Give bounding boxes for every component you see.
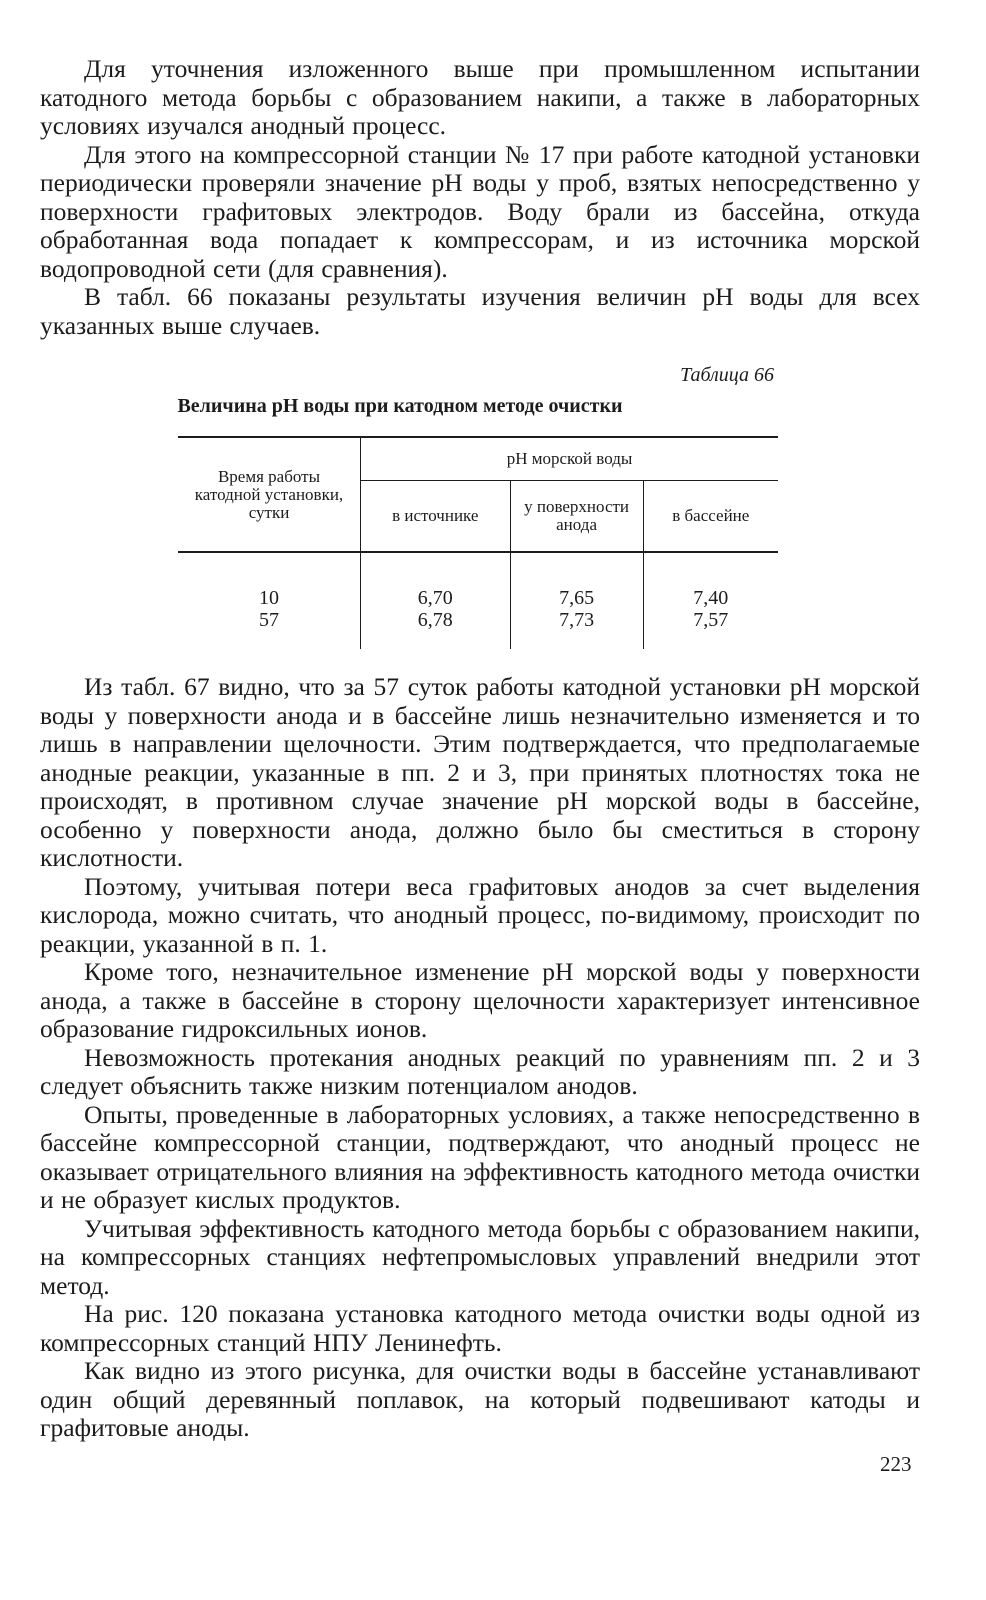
paragraph-intro: Для уточнения изложенного выше при промышленном испытании катодного метода борьбы с образованием накипи, а также в лабораторных условиях изучался анодный процесс. xyxy=(40,54,920,140)
header-ph-group: pH морской воды xyxy=(361,437,779,481)
table-number: Таблица 66 xyxy=(680,364,774,386)
table-title: Величина pH воды при катодном методе очистки xyxy=(177,395,623,417)
paragraph-experiments: Опыты, проведенные в лабораторных условиях, а также непосредственно в бассейне компрессорной станции, подтверждают, что анодный процесс не оказывает отрицательного влияния на эффективность катодного метода очистки и не образует кислых продуктов. xyxy=(40,1099,920,1214)
text-after-table xyxy=(40,673,920,1443)
header-source: в источнике xyxy=(361,481,511,553)
cell-time: 10 57 xyxy=(259,587,279,631)
paragraph-method: Для этого на компрессорной станции № 17 при работе катодной установки периодически проверяли значение pH воды у проб, взятых непосредственно у поверхности графитовых электродов. Воду брали из бассейна, откуда обработанная вода попадает к компрессорам, и из источника морской водопроводной сети (для сравнения). xyxy=(40,139,920,283)
cell-anode: 7,65 7,73 xyxy=(510,552,643,649)
header-anode: у поверхности анода xyxy=(510,481,643,553)
ph-data-table xyxy=(178,436,778,649)
paragraph-conclusion: Поэтому, учитывая потери веса графитовых анодов за счет выделения кислорода, можно считать, что анодный процесс, по-видимому, происходит по реакции, указанной в п. 1. xyxy=(40,871,920,958)
ph-table xyxy=(178,436,778,649)
paragraph-adoption: Учитывая эффективность катодного метода борьбы с образованием накипи, на компрессорных станциях нефтепромысловых управлений внедрили этот метод. xyxy=(40,1213,920,1300)
paragraph-float: Как видно из этого рисунка, для очистки воды в бассейне устанавливают один общий деревянный поплавок, на который подвешивают катоды и графитовые аноды. xyxy=(40,1356,920,1442)
cell-pool: 7,40 7,57 xyxy=(643,552,778,649)
table-row xyxy=(178,552,778,649)
page-body xyxy=(40,55,920,1443)
paragraph-table-ref: В табл. 66 показаны результаты изучения величин pH воды для всех указанных выше случаев. xyxy=(40,282,920,340)
page-number: 223 xyxy=(880,1452,912,1476)
paragraph-analysis: Из табл. 67 видно, что за 57 суток работы катодной установки pH морской воды у поверхности анода и в бассейне лишь незначительно изменяется и то лишь в направлении щелочности. Этим подтверждается, что предполагаемые анодные реакции, указанные в пп. 2 и 3, при принятых плотностях тока не происходят, в противном случае значение pH морской воды в бассейне, особенно у поверхности анода, должно было бы сместиться в сторону кислотности. xyxy=(40,672,920,872)
paragraph-figure-ref: На рис. 120 показана установка катодного метода очистки воды одной из компрессорных станций НПУ Ленинефть. xyxy=(40,1299,920,1357)
paragraph-potential: Невозможность протекания анодных реакций по уравнениям пп. 2 и 3 следует объяснить также низким потенциалом анодов. xyxy=(40,1042,920,1100)
paragraph-hydroxyl: Кроме того, незначительное изменение pH морской воды у поверхности анода, а также в бассейне в сторону щелочности характеризует интенсивное образование гидроксильных ионов. xyxy=(40,957,920,1043)
header-time: Время работы катодной установки, сутки xyxy=(178,437,361,552)
cell-source: 6,70 6,78 xyxy=(361,552,511,649)
header-pool: в бассейне xyxy=(643,481,778,553)
